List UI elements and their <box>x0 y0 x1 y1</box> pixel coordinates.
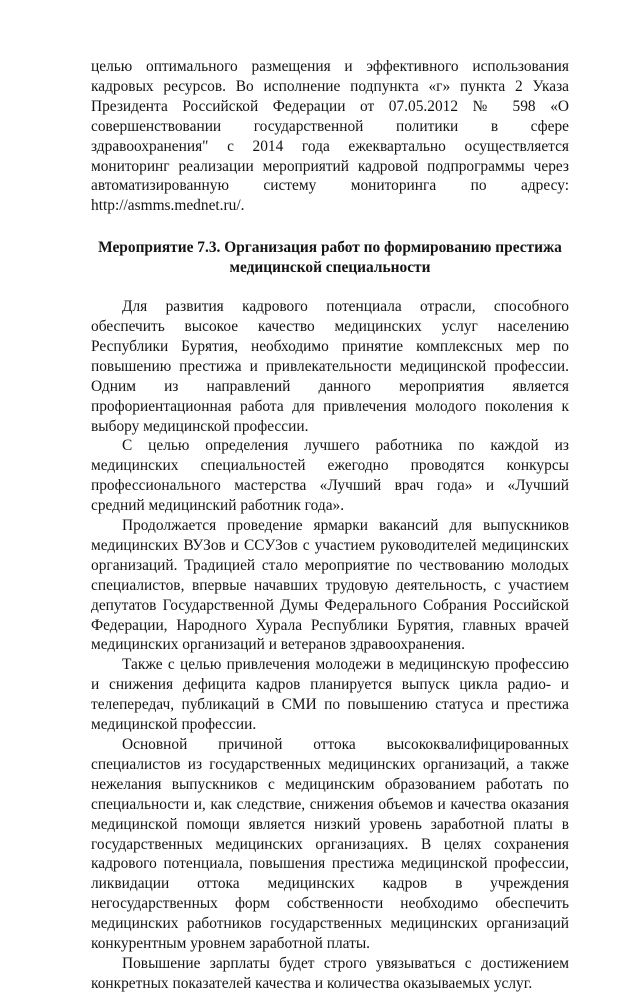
paragraph-salary-increase: Повышение зарплаты будет строго увязываться с достижением конкретных показателей качества и количества оказываемых услуг. <box>91 954 569 992</box>
intro-paragraph: целью оптимального размещения и эффективного использования кадровых ресурсов. Во исполнение подпункта «г» пункта 2 Указа Президента Российской Федерации от 07.05.2012 № 598 «О совершенствовании государственной политики в сфере здравоохранения" с 2014 года ежеквартально осуществляется мониторинг реализации мероприятий кадровой подпрограммы через автоматизированную систему мониторинга по адресу: http://asmms.mednet.ru/. <box>91 58 569 215</box>
paragraph-job-fair: Продолжается проведение ярмарки вакансий для выпускников медицинских ВУЗов и ССУЗов с участием руководителей медицинских организаций. Традицией стало мероприятие по чествованию молодых специалистов, впервые начавших трудовую деятельность, с участием депутатов Государственной Думы Федерального Собрания Российской Федерации, Народного Хурала Республики Бурятия, главных врачей медицинских организаций и ветеранов здравоохранения. <box>91 517 569 654</box>
paragraph-salary-outflow: Основной причиной оттока высококвалифицированных специалистов из государственных медицинских организаций, а также нежелания выпускников с медицинским образованием работать по специальности и, как следствие, снижения объемов и качества оказания медицинской помощи является низкий уровень заработной платы в государственных медицинских организациях. В целях сохранения кадрового потенциала, повышения престижа медицинской профессии, ликвидации оттока медицинских кадров в учреждения негосударственных форм собственности необходимо обеспечить медицинских работников государственных медицинских организаций конкурентным уровнем заработной платы. <box>91 736 569 953</box>
section-heading: Мероприятие 7.3. Организация работ по формированию престижа медицинской специальности <box>98 239 562 277</box>
document-page <box>91 57 569 994</box>
paragraph-development: Для развития кадрового потенциала отрасли, способного обеспечить высокое качество медицинских услуг населению Республики Бурятия, необходимо принятие комплексных мер по повышению престижа и привлекательности медицинской профессии. Одним из направлений данного мероприятия является профориентационная работа для привлечения молодого поколения к выбору медицинской профессии. <box>91 298 569 435</box>
paragraph-contests: С целью определения лучшего работника по каждой из медицинских специальностей ежегодно проводятся конкурсы профессионального мастерства «Лучший врач года» и «Лучший средний медицинский работник года». <box>91 437 569 515</box>
paragraph-media: Также с целью привлечения молодежи в медицинскую профессию и снижения дефицита кадров планируется выпуск цикла радио- и телепередач, публикаций в СМИ по повышению статуса и престижа медицинской профессии. <box>91 656 569 734</box>
